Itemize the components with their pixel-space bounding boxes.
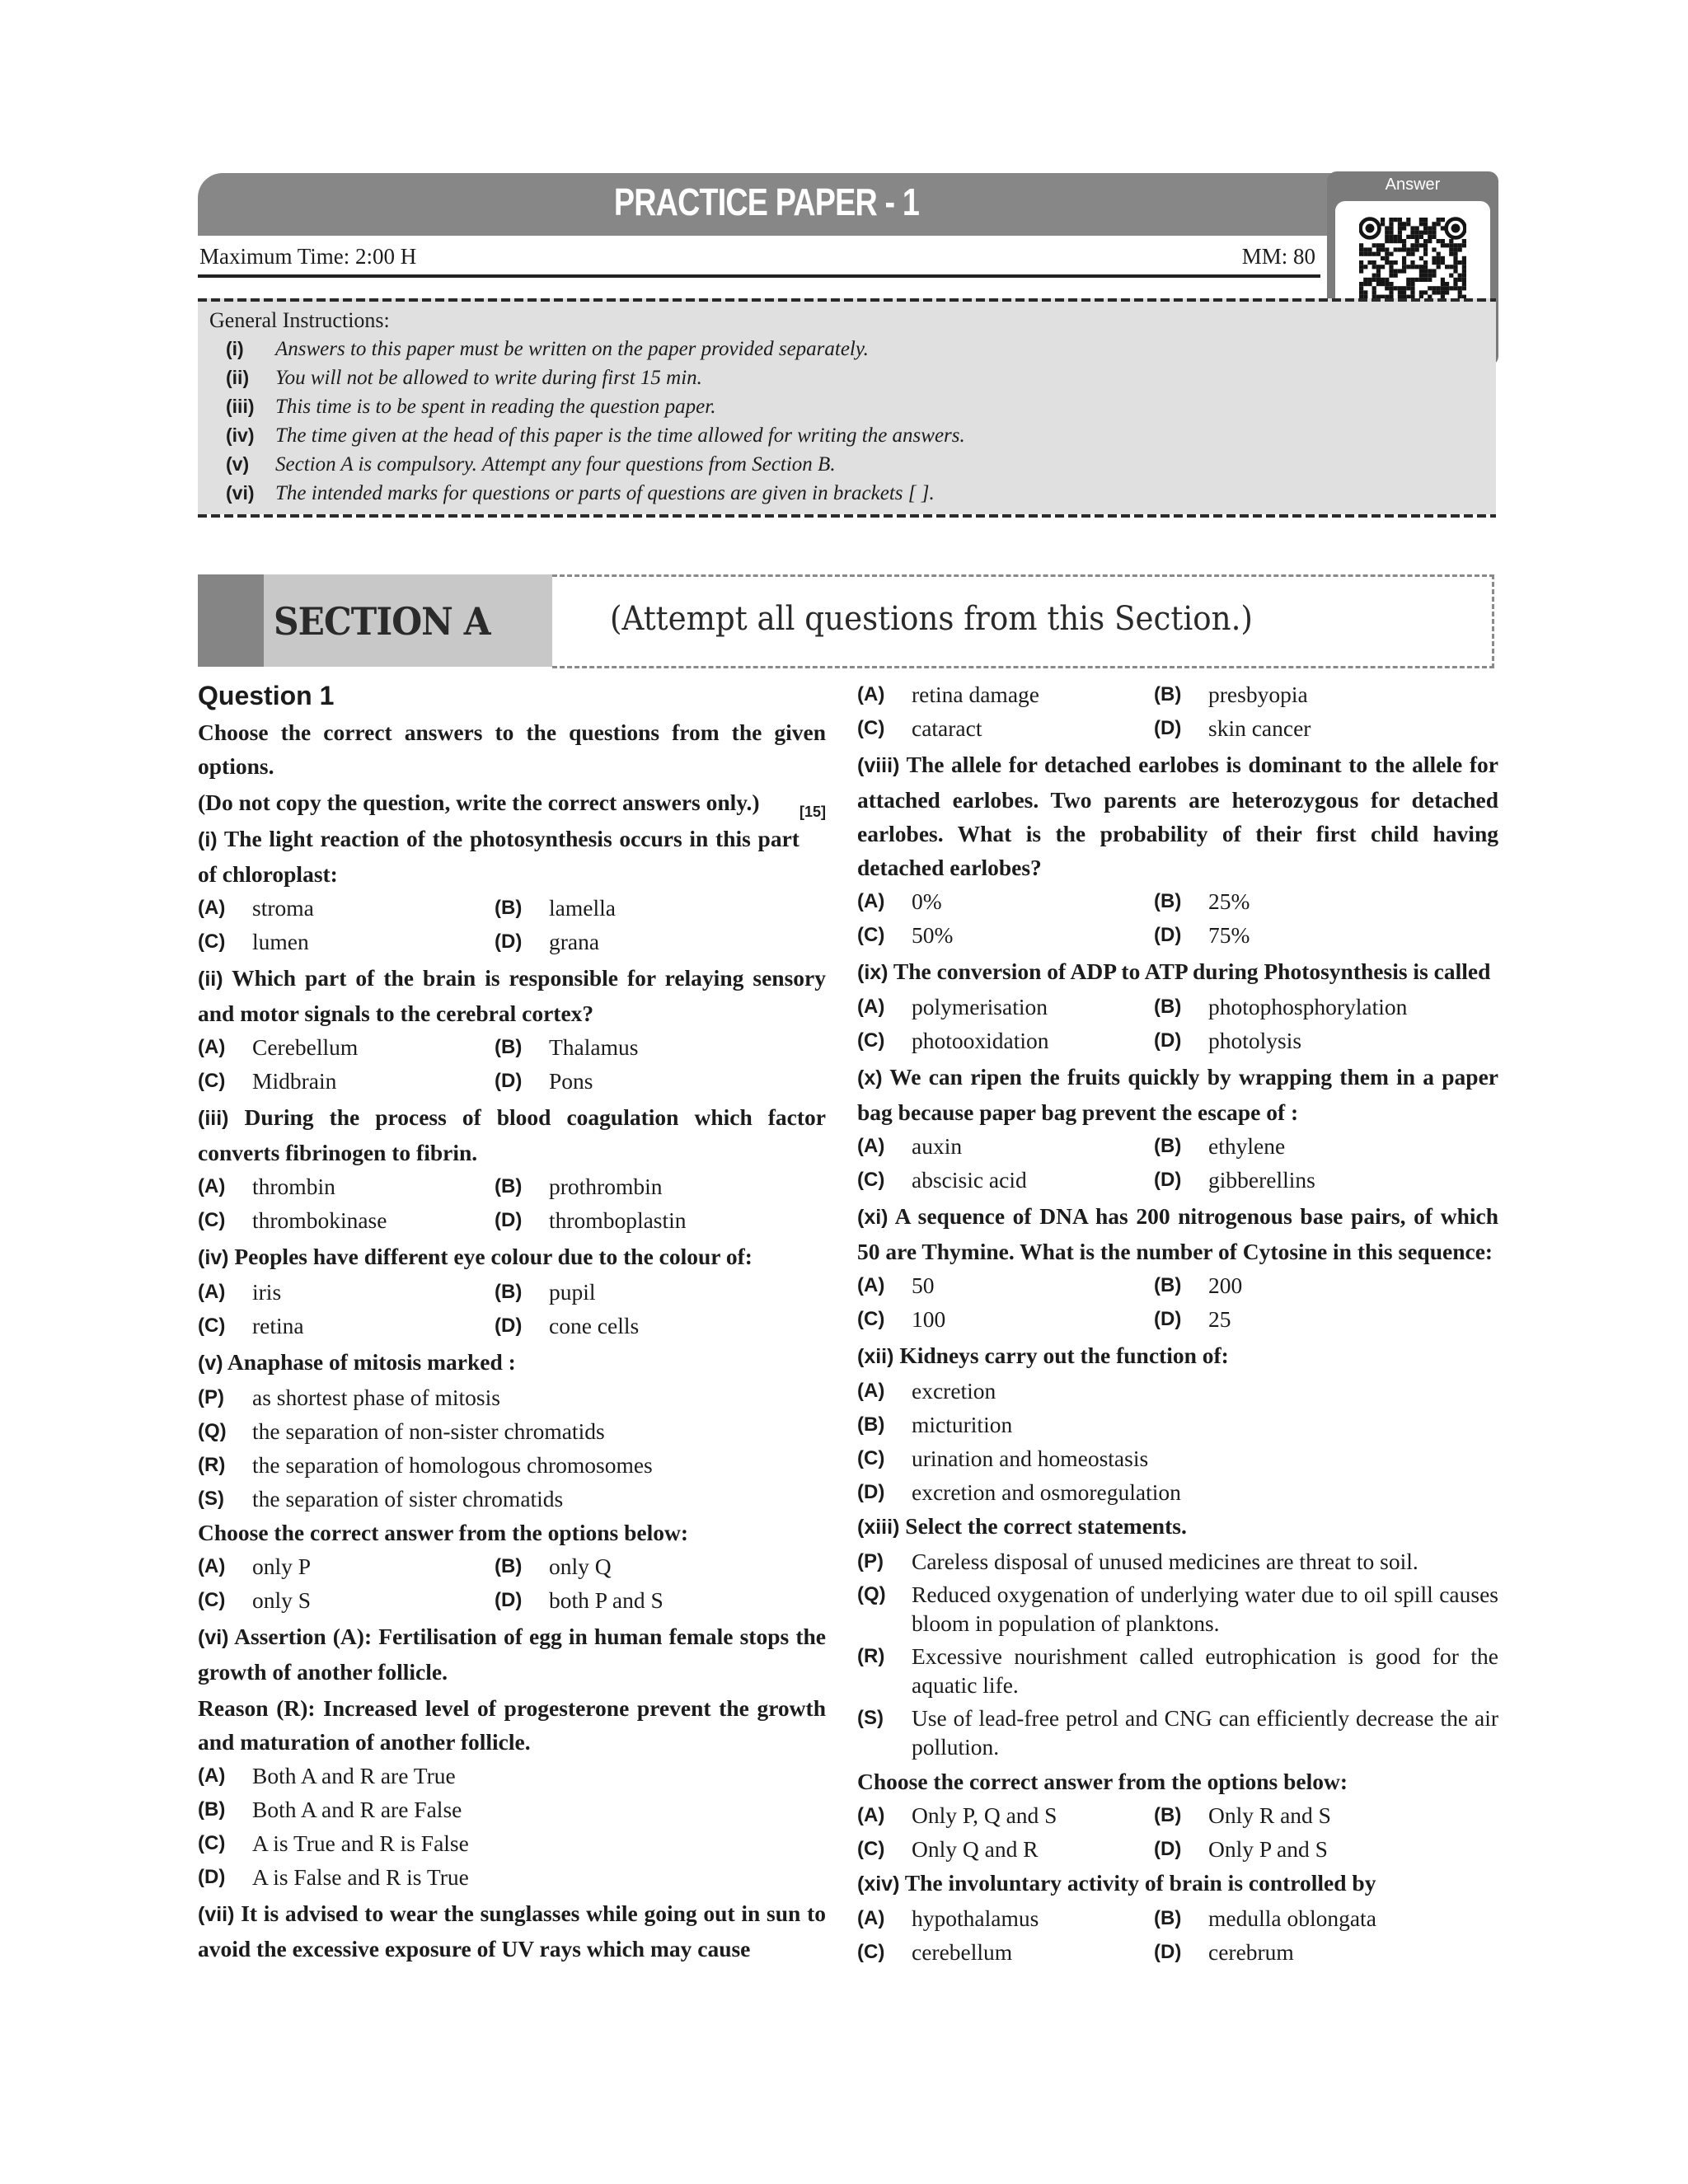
statement: (Q) Reduced oxygenation of underlying water due to oil spill causes bloom in population of planktons. [857,1582,1498,1636]
section-label-box [264,574,552,667]
option[interactable]: (A) Cerebellum [198,1034,359,1060]
option[interactable]: (A) Only P, Q and S [857,1802,1057,1828]
instruction-item: (v) Section A is compulsory. Attempt any four questions from Section B. [226,453,836,476]
statement: (S) Use of lead-free petrol and CNG can efficiently decrease the air pollution. [857,1705,1498,1760]
part-vi-stem: (vi) Assertion (A): Fertilisation of egg in human female stops the growth of another follicle. [198,1624,827,1685]
option[interactable]: (D) cone cells [495,1313,640,1338]
option[interactable]: (A) hypothalamus [857,1905,1039,1931]
option[interactable]: (A) iris [198,1279,282,1305]
option[interactable]: (D) thromboplastin [495,1207,687,1233]
instruction-item: (i) Answers to this paper must be written on the paper provided separately. [226,338,869,360]
part-vi-reason: Reason (R): Increased level of progesterone prevent the growth and maturation of another follicle. [198,1695,826,1755]
option[interactable]: (C) Midbrain [198,1068,337,1094]
option[interactable]: (C) thrombokinase [198,1207,387,1233]
question-intro: Choose the correct answers to the questions from the given options. [198,719,826,779]
option[interactable]: (C) only S [198,1587,312,1613]
statement: (S) the separation of sister chromatids [198,1486,564,1511]
option[interactable]: (B) 25% [1154,888,1250,914]
option[interactable]: (D) skin cancer [1154,715,1311,741]
option[interactable]: (D) 25 [1154,1306,1231,1332]
part-xiv-stem: (xiv) The involuntary activity of brain is controlled by [857,1870,1376,1896]
left-column [198,677,826,1966]
question-note: (Do not copy the question, write the correct answers only.) [15] [198,785,826,819]
statement: (Q) the separation of non-sister chromatids [198,1418,605,1444]
instructions-title: General Instructions: [209,308,390,332]
part-v-stem: (v) Anaphase of mitosis marked : [198,1349,516,1375]
part-ix-options [857,990,1498,1057]
option[interactable]: (B) pupil [495,1279,596,1305]
part-x-options [857,1129,1498,1197]
option[interactable]: (B) ethylene [1154,1133,1286,1159]
option[interactable]: (B) micturition [857,1412,1013,1437]
dashed-divider-bottom [198,514,1496,518]
part-ii-options [198,1030,826,1098]
option[interactable]: (D) photolysis [1154,1028,1302,1053]
part-i-stem: (i) The light reaction of the photosynthesis occurs in this part of chloroplast: [198,826,799,887]
statement: (P) as shortest phase of mitosis [198,1385,500,1410]
part-xiv-options [857,1901,1498,1969]
option[interactable]: (B) Only R and S [1154,1802,1331,1828]
option[interactable]: (C) urination and homeostasis [857,1446,1149,1471]
part-xiii-stem: (xiii) Select the correct statements. [857,1513,1187,1539]
option[interactable]: (D) Only P and S [1154,1836,1328,1862]
option[interactable]: (C) abscisic acid [857,1167,1027,1193]
option[interactable]: (C) cerebellum [857,1939,1013,1965]
option[interactable]: (D) grana [495,929,600,954]
option[interactable]: (C) photooxidation [857,1028,1049,1053]
part-xi-stem: (xi) A sequence of DNA has 200 nitrogenous base pairs, of which 50 are Thymine. What is the number of Cytosine in this sequence: [857,1203,1499,1264]
marks-badge: [15] [799,804,826,820]
header-rule [198,274,1320,278]
option[interactable]: (B) medulla oblongata [1154,1905,1376,1931]
part-ix-stem: (ix) The conversion of ADP to ATP during Photosynthesis is called [857,958,1491,984]
instruction-item: (ii) You will not be allowed to write during first 15 min. [226,367,702,389]
option[interactable]: (A) Both A and R are True [198,1763,456,1788]
option[interactable]: (C) cataract [857,715,982,741]
option[interactable]: (A) stroma [198,895,314,921]
choose-instruction: Choose the correct answer from the options below: [198,1520,688,1545]
section-note-box [552,574,1494,668]
part-xii-stem: (xii) Kidneys carry out the function of: [857,1343,1229,1368]
right-column [857,677,1498,1969]
question-heading: Question 1 [198,681,335,710]
part-vii-options [857,677,1498,745]
statement: (P) Careless disposal of unused medicines are threat to soil. [857,1549,1418,1574]
option[interactable]: (C) lumen [198,929,309,954]
part-xiii-options [857,1798,1498,1866]
section-note: (Attempt all questions from this Section.) [610,600,1253,638]
option[interactable]: (D) cerebrum [1154,1939,1294,1965]
option[interactable]: (D) Pons [495,1068,593,1094]
option[interactable]: (A) excretion [857,1378,996,1404]
meta-row [198,241,1319,274]
option[interactable]: (A) 0% [857,888,942,914]
option[interactable]: (A) only P [198,1554,312,1579]
statement: (R) Excessive nourishment called eutrophication is good for the aquatic life. [857,1643,1498,1698]
part-i-options [198,891,826,958]
option[interactable]: (C) Only Q and R [857,1836,1039,1862]
option[interactable]: (B) only Q [495,1554,612,1579]
part-iii-stem: (iii) During the process of blood coagulation which factor converts fibrinogen to fibrin. [198,1104,826,1165]
part-iv-stem: (iv) Peoples have different eye colour due to the colour of: [198,1244,753,1269]
option[interactable]: (D) excretion and osmoregulation [857,1479,1181,1505]
part-viii-options [857,884,1498,952]
instruction-item: (iii) This time is to be spent in reading the question paper. [226,396,716,418]
instruction-item: (vi) The intended marks for questions or parts of questions are given in brackets [ ]. [226,482,935,504]
option[interactable]: (C) A is True and R is False [198,1830,469,1856]
option[interactable]: (A) thrombin [198,1174,335,1199]
option[interactable]: (C) retina [198,1313,304,1338]
option[interactable]: (D) gibberellins [1154,1167,1315,1193]
title-bar [198,173,1335,236]
section-accent-bar [198,574,264,667]
option[interactable]: (A) retina damage [857,682,1039,707]
option[interactable]: (B) 200 [1154,1272,1243,1298]
statement: (R) the separation of homologous chromosomes [198,1452,653,1478]
dashed-divider-top [198,298,1496,302]
option[interactable]: (C) 50% [857,922,954,948]
part-xi-options [857,1268,1498,1336]
option[interactable]: (A) auxin [857,1133,963,1159]
option[interactable]: (B) presbyopia [1154,682,1308,707]
part-ii-stem: (ii) Which part of the brain is responsible for relaying sensory and motor signals to the cerebral cortex? [198,965,826,1026]
part-vii-stem: (vii) It is advised to wear the sunglasses while going out in sun to avoid the excessive exposure of UV rays which may cause [198,1900,826,1961]
option[interactable]: (D) both P and S [495,1587,663,1613]
instruction-item: (iv) The time given at the head of this paper is the time allowed for writing the answers. [226,424,965,447]
option[interactable]: (A) polymerisation [857,994,1048,1019]
section-title: SECTION A [274,599,490,644]
part-v-options [198,1549,826,1617]
option[interactable]: (D) A is False and R is True [198,1864,469,1890]
choose-instruction: Choose the correct answer from the options below: [857,1769,1348,1794]
qr-top-label: Answer [1385,176,1441,194]
general-instructions [198,298,1496,514]
part-iii-options [198,1169,826,1237]
option[interactable]: (C) 100 [857,1306,946,1332]
part-x-stem: (x) We can ripen the fruits quickly by wrapping them in a paper bag because paper bag prevent the escape of : [857,1064,1498,1125]
option[interactable]: (A) 50 [857,1272,935,1298]
option[interactable]: (D) 75% [1154,922,1250,948]
page-title: PRACTICE PAPER - 1 [613,180,920,223]
option[interactable]: (B) lamella [495,895,616,921]
part-iv-options [198,1275,826,1343]
max-time: Maximum Time: 2:00 H [199,244,417,269]
max-marks: MM: 80 [1241,244,1315,269]
option[interactable]: (B) prothrombin [495,1174,663,1199]
part-viii-stem: (viii) The allele for detached earlobes is dominant to the allele for attached earlobes. Two parents are heterozygous for detached earlobes. What is the probability of their first child having detached earlobes? [857,752,1498,880]
option[interactable]: (B) Thalamus [495,1034,639,1060]
option[interactable]: (B) photophosphorylation [1154,994,1408,1019]
option[interactable]: (B) Both A and R are False [198,1797,462,1822]
